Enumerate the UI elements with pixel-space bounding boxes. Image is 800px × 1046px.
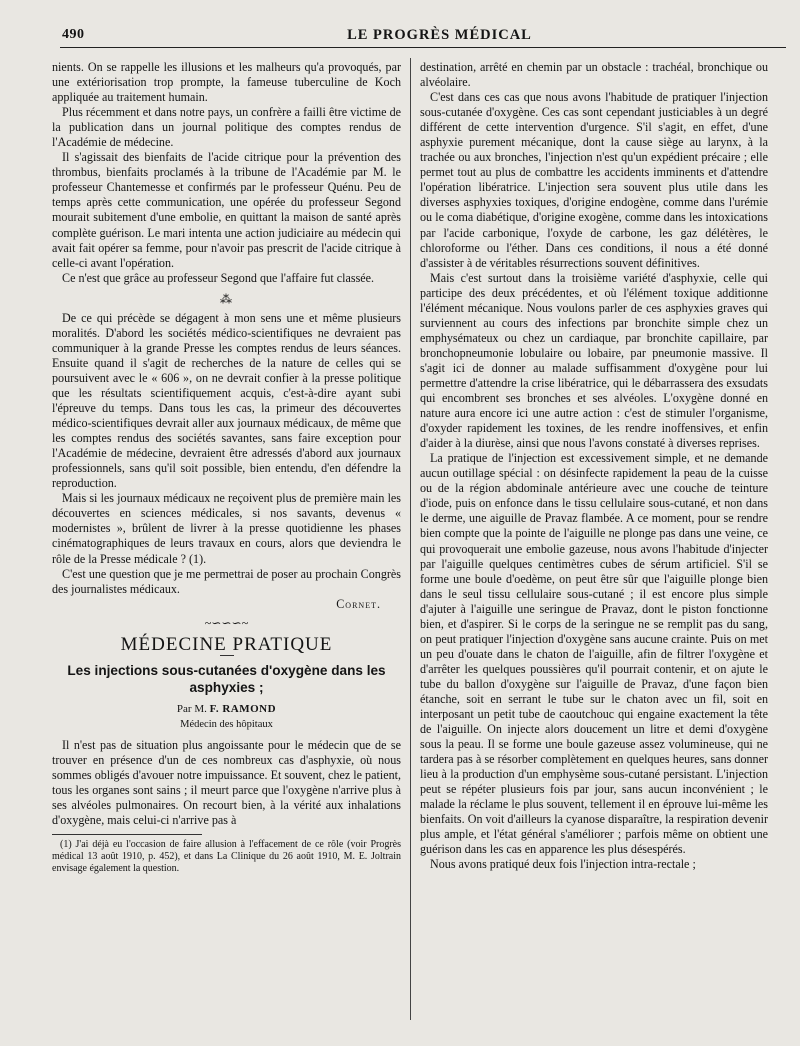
paragraph: Il n'est pas de situation plus angoissante pour le médecin que de se trouver en présence d'un de ces nombreux cas d'asphyxie, où nous sommes obligés d'avouer notre impuissance. Et souvent, chez le patient, tous les organes sont sains ; il meurt parce que l'oxygène n'arrive plus à ses alvéoles pulmonaires. On recourt bien, à la vérité aux inhalations d'oxygène, mais celui-ci n'arrive pas à: [52, 737, 401, 828]
page-header: [62, 22, 780, 48]
paragraph: Plus récemment et dans notre pays, un confrère a failli être victime de la publication dans un journal politique des comptes rendus de l'Académie de médecine.: [52, 105, 401, 150]
author-prefix: Par M.: [176, 702, 207, 715]
right-column: [420, 60, 768, 873]
paragraph: Mais si les journaux médicaux ne reçoivent plus de première main les découvertes en sciences médicales, si nos savants, devenus « modernistes », brûlent de livrer à la presse quotidienne les phases cinématographiques de leurs travaux en cours, alors que deviendra le rôle de la Presse médicale ? (1).: [52, 491, 401, 566]
asterism: ⁂: [220, 291, 233, 306]
paragraph: destination, arrêté en chemin par un obstacle : trachéal, bronchique ou alvéolaire.: [420, 60, 768, 90]
paragraph: Nous avons pratiqué deux fois l'injection intra-rectale ;: [430, 857, 696, 872]
left-column: [52, 60, 401, 875]
author-affiliation: Médecin des hôpitaux: [180, 718, 273, 730]
section-title: MÉDECINE PRATIQUE: [120, 633, 333, 655]
header-rule: [60, 47, 786, 48]
author-line: [52, 702, 401, 717]
paragraph: C'est une question que je me permettrai de poser au prochain Congrès des journalistes médicaux.: [52, 566, 401, 596]
paragraph: Il s'agissait des bienfaits de l'acide citrique pour la prévention des thrombus, bienfaits proclamés à la tribune de l'Académie par M. le professeur Chantemesse et confirmés par le professeur Quénu. Peu de temps après cette communication, une opérée du professeur Segond mourait subitement d'une embolie, en quittant la maison de santé après complète guérison. Le mari intenta une action judiciaire au médecin qui avait fait opérer sa femme, pour n'avoir pas prescrit de l'acide citrique à celle-ci avant l'opération.: [52, 150, 401, 270]
footnote: (1) J'ai déjà eu l'occasion de faire allusion à l'effacement de ce rôle (voir Progrès médical 13 août 1910, p. 452), et dans La Clinique du 26 août 1910, M. E. Joltrain envisage également la question.: [52, 839, 401, 875]
title-rule: [220, 655, 234, 656]
paragraph: Ce n'est que grâce au professeur Segond que l'affaire fut classée.: [62, 270, 375, 285]
ornament-swirl: ~∽∽∽~: [204, 615, 249, 630]
paragraph: C'est dans ces cas que nous avons l'habitude de pratiquer l'injection sous-cutanée d'oxygène. Ces cas sont cependant justiciables à un degré différent de cette intervention d'urgence. S'il s'agit, en effet, d'une asphyxie purement mécanique, dont la cause siège au larynx, à la trachée ou aux bronches, l'injection n'est qu'un expédient précaire ; elle permet tout au plus de combattre les accidents imminents et d'attendre l'opération libératrice. L'injection sera souvent plus utile dans les diverses asphyxies toxiques, d'origine endogène, comme dans l'urémie ou le coma diabétique, d'origine exogène, comme dans les intoxications par l'acide carbonique, l'oxyde de carbone, les gaz délétères, le chloroforme ou l'éther. Dans ces conditions, il nous a été donné d'assister à de véritables résurrections souvent définitives.: [420, 90, 768, 270]
author-name: F. RAMOND: [209, 702, 277, 715]
paragraph: De ce qui précède se dégagent à mon sens une et même plusieurs moralités. D'abord les sociétés médico-scientifiques ne devraient pas communiquer à la grande Presse les comptes rendus de leurs séances. Ensuite quand il s'agit de recherches de la nature de celles qui se poursuivent avec le « 606 », on ne devrait confier à la presse politique que les résultats scientifiquement acquis, c'est-à-dire ayant subi l'épreuve du temps. Dans tous les cas, la primeur des découvertes médico-scientifiques devrait aller aux journaux médicaux, de même que les comptes rendus des sociétés savantes, sans faire exception pour l'Académie de médecine, devraient être adressés d'abord aux journaux professionnels, sans qu'il soit possible, bien entendu, d'en défendre la reproduction.: [52, 310, 401, 491]
paragraph: nients. On se rappelle les illusions et les malheurs qu'a provoqués, par une extériorisation trop prompte, la fameuse tuberculine de Koch appliquée au traitement humain.: [52, 60, 401, 105]
signature: Cornet.: [336, 596, 381, 611]
paragraph: Mais c'est surtout dans la troisième variété d'asphyxie, celle qui participe des deux précédentes, et où l'élément toxique additionne l'élément mécanique. Nous voulons parler de ces asphyxies graves qui surviennent au cours des infections par bronchite simple chez un emphysémateux ou chez un cardiaque, par bronchite capillaire, par bronchopneumonie lobulaire ou lobaire, par pneumonie massive. Il s'agit ici de donner au malade suffisamment d'oxygène pour lui permettre d'attendre la crise libératrice, qui le débarrassera des exsudats qui encombrent ses bronches et ses alvéoles. L'oxygène donné en nature aura encore ici une autre action : c'est de stimuler l'organisme, d'oxyder rapidement les toxines, de les rendre inoffensives, et enfin d'aider à la diurèse, ainsi que nous l'avons constaté à diverses reprises.: [420, 270, 768, 451]
paragraph: La pratique de l'injection est excessivement simple, et ne demande aucun outillage spécial : on désinfecte rapidement la peau de la cuisse ou de la région abdominale antérieure avec une couche de teinture d'iode, puis on enfonce dans le tissu cellulaire sous-cutané, et non dans le derme, une aiguille de Pravaz flambée. A ce moment, pour se rendre bien compte que la pointe de l'aiguille ne plonge pas dans une veine, ce qui provoquerait une embolie gazeuse, nous avons l'habitude d'injecter par l'aiguille quelques centimètres cubes de sérum artificiel. S'il se forme une boule d'oedème, on peut être sûr que l'aiguille plonge bien dans le seul tissu cellulaire sous-cutané ; il est encore plus simple d'ajuter à l'aiguille une seringue de Pravaz, dont le piston fonctionne bien, et d'aspirer. Si le corps de la seringue ne se remplit pas du sang, on peut pratiquer l'injection d'oxygène sans aucune crainte. Puis on met un peu d'ouate dans le chaton de l'aiguille, afin de filtrer l'oxygène et d'arrêter les quelques poussières qu'il pourrait contenir, et on ajute le tube du ballon d'oxygène sur l'aiguille de Pravaz, d'une façon bien étanche, soit en serrant le tube sur le chaton avec un fil, soit en interposant un petit tube de caoutchouc qui engaine exactement la tête de l'aiguille. On injecte alors doucement un litre et demi d'oxygène sous la peau. Il se forme une boule gazeuse assez volumineuse, qui ne tardera pas à se résorber complètement en quelques heures, sans donner lieu à la production d'un emphysème sous-cutané persistant. L'injection peut se répéter plusieurs fois par jour, sans aucun inconvénient ; le malade la réclame le plus souvent, tellement il en éprouve lui-même les bienfaits. On voit d'ailleurs la cyanose disparaître, la respiration devenir plus ample, et l'état général s'améliorer ; parfois même on obtient une guérison dans les cas en apparence les plus désespérés.: [420, 451, 768, 857]
page-number: 490: [62, 27, 85, 42]
footnote-rule: [52, 834, 202, 835]
journal-title: LE PROGRÈS MÉDICAL: [347, 26, 532, 43]
column-divider: [410, 58, 411, 1020]
article-title: Les injections sous-cutanées d'oxygène dans les asphyxies ;: [67, 662, 386, 695]
